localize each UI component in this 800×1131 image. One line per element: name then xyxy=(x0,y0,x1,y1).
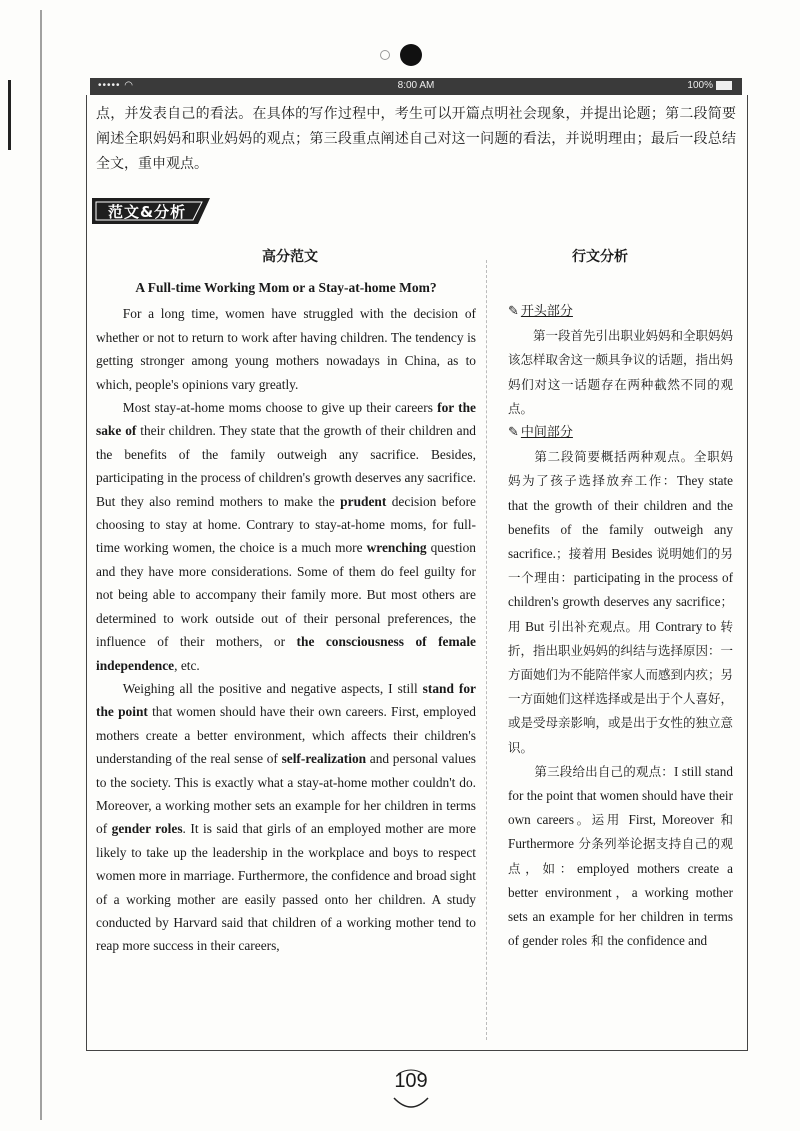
pencil-icon: ✎ xyxy=(508,304,519,319)
battery-indicator: 100% xyxy=(687,80,732,91)
analysis-paragraph-1: 第一段首先引出职业妈妈和全职妈妈该怎样取舍这一颇具争议的话题，指出妈妈们对这一话题存在两种截然不同的观点。 xyxy=(508,328,734,416)
section-tag-label: 范文&分析 xyxy=(108,203,187,221)
right-column-header: 行文分析 xyxy=(572,249,628,265)
analysis-paragraph-2: 第二段简要概括两种观点。全职妈妈为了孩子选择放弃工作：They state that the growth of their children and the benefits of the family outweigh any sacrifice.；接着用 Besides 说明她们的另一个理由：participating in the process of children's growth deserves any sacrifice；用 But 引出补充观点。用 Contrary to 转折，指出职业妈妈的纠结与选择原因：一方面她们为不能陪伴家人而感到内疚；另一方面她们这样选择或是出于个人喜好，或是受母亲影响，或是出于女性的独立意识。 xyxy=(508,449,734,755)
analysis-paragraph-3: 第三段给出自己的观点：I still stand for the point that women should have their own careers。运用 First, Moreover 和 Furthermore 分条列举论据支持自己的观点，如：employed mothers create a better environment，a working mother sets an example for her children in terms of gender roles 和 the confidence and xyxy=(508,763,733,949)
section-tag xyxy=(92,196,210,226)
camera-dot-icon xyxy=(400,44,422,66)
status-time: 8:00 AM xyxy=(397,80,435,91)
wifi-icon: ◠ xyxy=(124,80,135,91)
battery-icon xyxy=(716,81,732,90)
left-column-header: 高分范文 xyxy=(262,249,318,265)
model-essay xyxy=(96,270,476,958)
analysis-column xyxy=(508,300,733,953)
binding-line xyxy=(40,10,42,1120)
essay-title: A Full-time Working Mom or a Stay-at-home Mom? xyxy=(135,280,437,295)
binding-mark xyxy=(8,80,11,150)
signal-indicator: ••••• ◠ xyxy=(98,80,135,91)
status-bar xyxy=(90,78,742,95)
essay-paragraph-2: Most stay-at-home moms choose to give up their careers for the sake of their children. They state that the growth of their children and the benefits of the family outweigh any sacrifice. Besides, participating in the process of children's growth deserves any sacrifice. But they also remind mothers to make the prudent decision before choosing to stay at home. Contrary to stay-at-home moms, for full-time working women, the choice is a much more wrenching question and they have more considerations. Some of them do feel guilty for not being able to accompany their family more. But most others are determined to work outside out of their personal preferences, the influence of their mothers, or the consciousness of female independence, etc. xyxy=(96,400,477,673)
page-number: 109 xyxy=(394,1070,428,1092)
essay-paragraph-1: For a long time, women have struggled with the decision of whether or not to return to work after having children. The tendency is getting stronger among young mothers nowadays in China, as to which, people's opinions vary greatly. xyxy=(96,306,476,392)
intro-paragraph: 点，并发表自己的看法。在具体的写作过程中，考生可以开篇点明社会现象，并提出论题；第二段简要阐述全职妈妈和职业妈妈的观点；第三段重点阐述自己对这一问题的看法，并说明理由；最后一段总结全文，重申观点。 xyxy=(96,106,736,172)
essay-paragraph-3: Weighing all the positive and negative aspects, I still stand for the point that women should have their own careers. First, employed mothers create a better environment, which affects their children's understanding of the real sense of self-realization and personal values to the society. This is exactly what a stay-at-home mother couldn't do. Moreover, a working mother sets an example for her children in terms of gender roles. It is said that girls of an employed mother are more likely to take up the leadership in the workplace and boys to respect women more in marriage. Furthermore, the confidence and broad sight of a working mother are easily passed onto her children. A study conducted by Harvard said that children of a working mother tend to reap more success in their careers, xyxy=(96,680,476,954)
analysis-subheading-middle: ✎ 中间部分 xyxy=(508,421,733,445)
pencil-icon: ✎ xyxy=(508,425,519,441)
analysis-subheading-opening: ✎ 开头部分 xyxy=(508,300,733,324)
camera-ring-icon xyxy=(380,50,390,60)
column-divider xyxy=(486,260,487,1040)
